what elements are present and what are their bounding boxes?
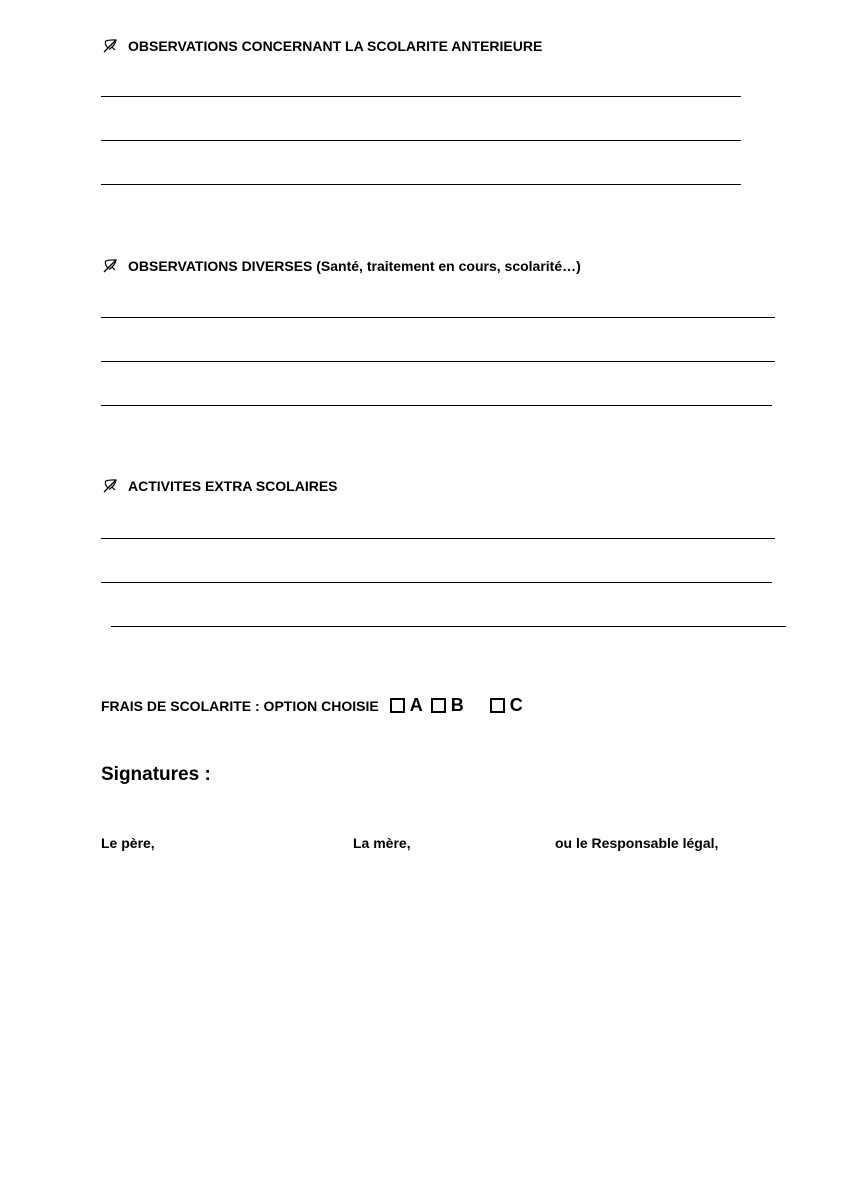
option-b[interactable]: [431, 695, 464, 716]
section-heading-previous-schooling: [101, 37, 542, 55]
signature-mother-label: La mère,: [353, 835, 411, 851]
feather-pen-icon: [101, 257, 119, 275]
option-a[interactable]: [390, 695, 423, 716]
option-c-label: C: [509, 695, 523, 715]
section-heading-text: OBSERVATIONS DIVERSES (Santé, traitement en cours, scolarité…): [128, 258, 581, 274]
writing-line[interactable]: [101, 184, 741, 185]
option-a-label: A: [409, 695, 423, 715]
fees-option-row: [101, 695, 523, 716]
writing-line[interactable]: [101, 317, 775, 318]
option-c[interactable]: [490, 695, 523, 716]
option-b-label: B: [450, 695, 464, 715]
writing-line[interactable]: [101, 538, 775, 539]
section-heading-extracurricular: [101, 477, 338, 495]
section-heading-various-observations: [101, 257, 581, 275]
checkbox-option-c[interactable]: [490, 698, 505, 713]
section-heading-text: ACTIVITES EXTRA SCOLAIRES: [128, 478, 338, 494]
writing-line[interactable]: [101, 140, 741, 141]
section-heading-text: OBSERVATIONS CONCERNANT LA SCOLARITE ANTERIEURE: [128, 38, 543, 54]
writing-line[interactable]: [101, 96, 741, 97]
signature-guardian-label: ou le Responsable légal,: [555, 835, 719, 851]
writing-line[interactable]: [101, 405, 772, 406]
writing-line[interactable]: [111, 626, 786, 627]
fees-label: FRAIS DE SCOLARITE : OPTION CHOISIE: [101, 697, 379, 714]
checkbox-option-b[interactable]: [431, 698, 446, 713]
writing-line[interactable]: [101, 582, 772, 583]
writing-line[interactable]: [101, 361, 775, 362]
feather-pen-icon: [101, 477, 119, 495]
signatures-title: Signatures :: [101, 764, 211, 785]
checkbox-option-a[interactable]: [390, 698, 405, 713]
feather-pen-icon: [101, 37, 119, 55]
signature-father-label: Le père,: [101, 835, 155, 851]
